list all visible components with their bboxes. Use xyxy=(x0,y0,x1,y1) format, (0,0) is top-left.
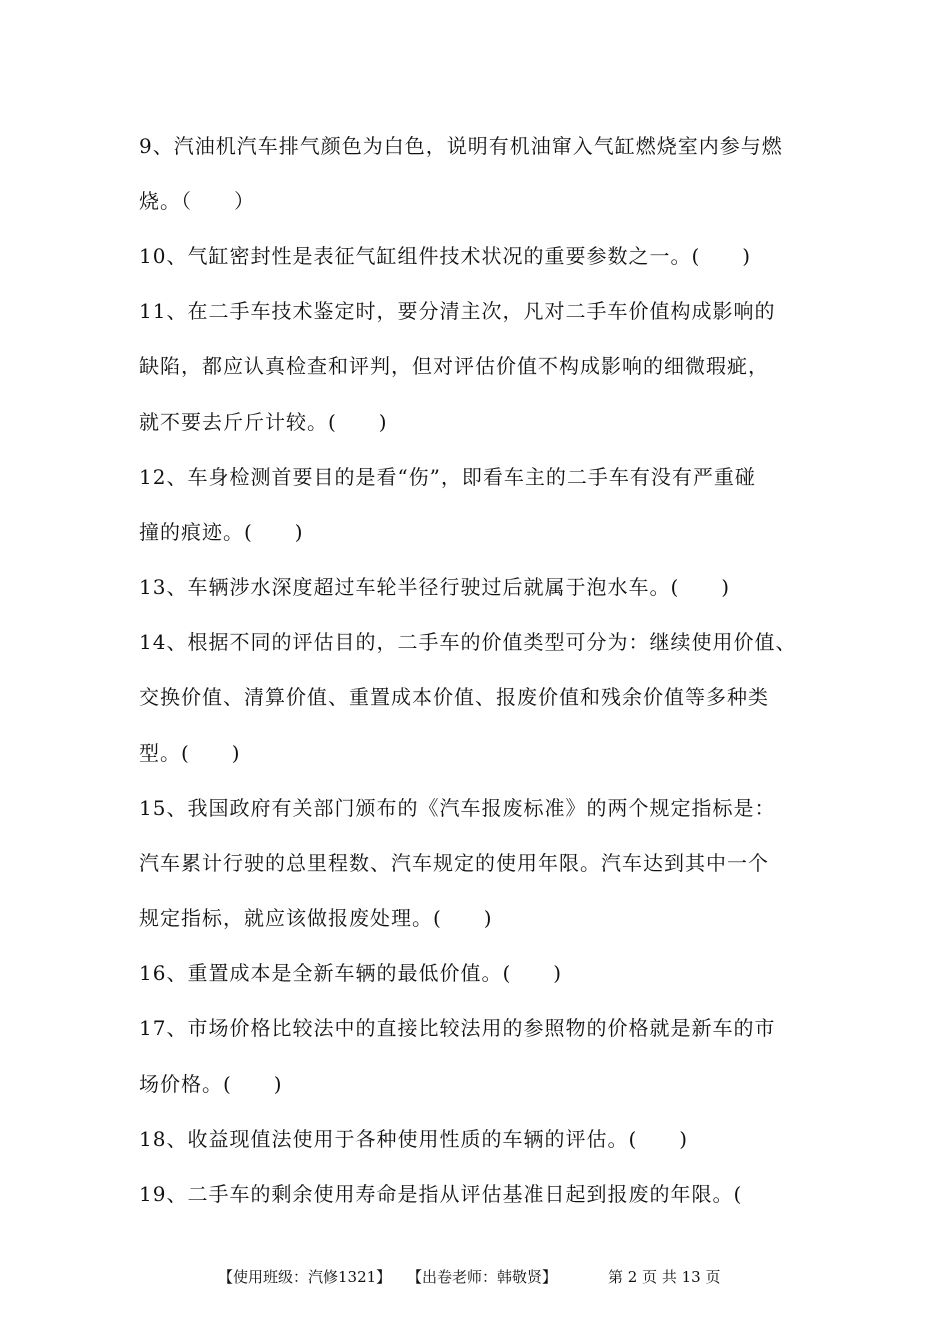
footer-page-info: 第 2 页 共 13 页 xyxy=(608,1268,721,1286)
question-19-line-1: 19、二手车的剩余使用寿命是指从评估基准日起到报废的年限。( xyxy=(139,1182,743,1206)
question-15-line-2: 汽车累计行驶的总里程数、汽车规定的使用年限。汽车达到其中一个 xyxy=(139,851,769,875)
question-18-line-1: 18、收益现值法使用于各种使用性质的车辆的评估。( ) xyxy=(139,1127,689,1151)
footer-teacher-label: 【出卷老师：韩敬贤】 xyxy=(407,1268,558,1286)
footer-class-label: 【使用班级：汽修1321】 xyxy=(218,1268,392,1286)
question-11-line-3: 就不要去斤斤计较。( ) xyxy=(139,410,388,434)
question-14-line-3: 型。( ) xyxy=(139,741,241,765)
question-17-line-2: 场价格。( ) xyxy=(139,1072,283,1096)
question-17-line-1: 17、市场价格比较法中的直接比较法用的参照物的价格就是新车的市 xyxy=(139,1016,776,1040)
question-16-line-1: 16、重置成本是全新车辆的最低价值。( ) xyxy=(139,961,563,985)
question-9-line-2: 烧。（ ） xyxy=(139,189,255,213)
question-13-line-1: 13、车辆涉水深度超过车轮半径行驶过后就属于泡水车。( ) xyxy=(139,575,731,599)
question-12-line-1: 12、车身检测首要目的是看“伤”，即看车主的二手车有没有严重碰 xyxy=(139,465,756,489)
question-9-line-1: 9、汽油机汽车排气颜色为白色，说明有机油窜入气缸燃烧室内参与燃 xyxy=(139,134,783,158)
question-15-line-3: 规定指标，就应该做报废处理。( ) xyxy=(139,906,493,930)
question-15-line-1: 15、我国政府有关部门颁布的《汽车报废标准》的两个规定指标是： xyxy=(139,796,776,820)
question-14-line-1: 14、根据不同的评估目的，二手车的价值类型可分为：继续使用价值、 xyxy=(139,630,797,654)
question-11-line-2: 缺陷，都应认真检查和评判，但对评估价值不构成影响的细微瑕疵， xyxy=(139,354,769,378)
question-14-line-2: 交换价值、清算价值、重置成本价值、报废价值和残余价值等多种类 xyxy=(139,685,769,709)
question-11-line-1: 11、在二手车技术鉴定时，要分清主次，凡对二手车价值构成影响的 xyxy=(139,299,776,323)
question-12-line-2: 撞的痕迹。( ) xyxy=(139,520,304,544)
question-10-line-1: 10、气缸密封性是表征气缸组件技术状况的重要参数之一。( ) xyxy=(139,244,752,268)
